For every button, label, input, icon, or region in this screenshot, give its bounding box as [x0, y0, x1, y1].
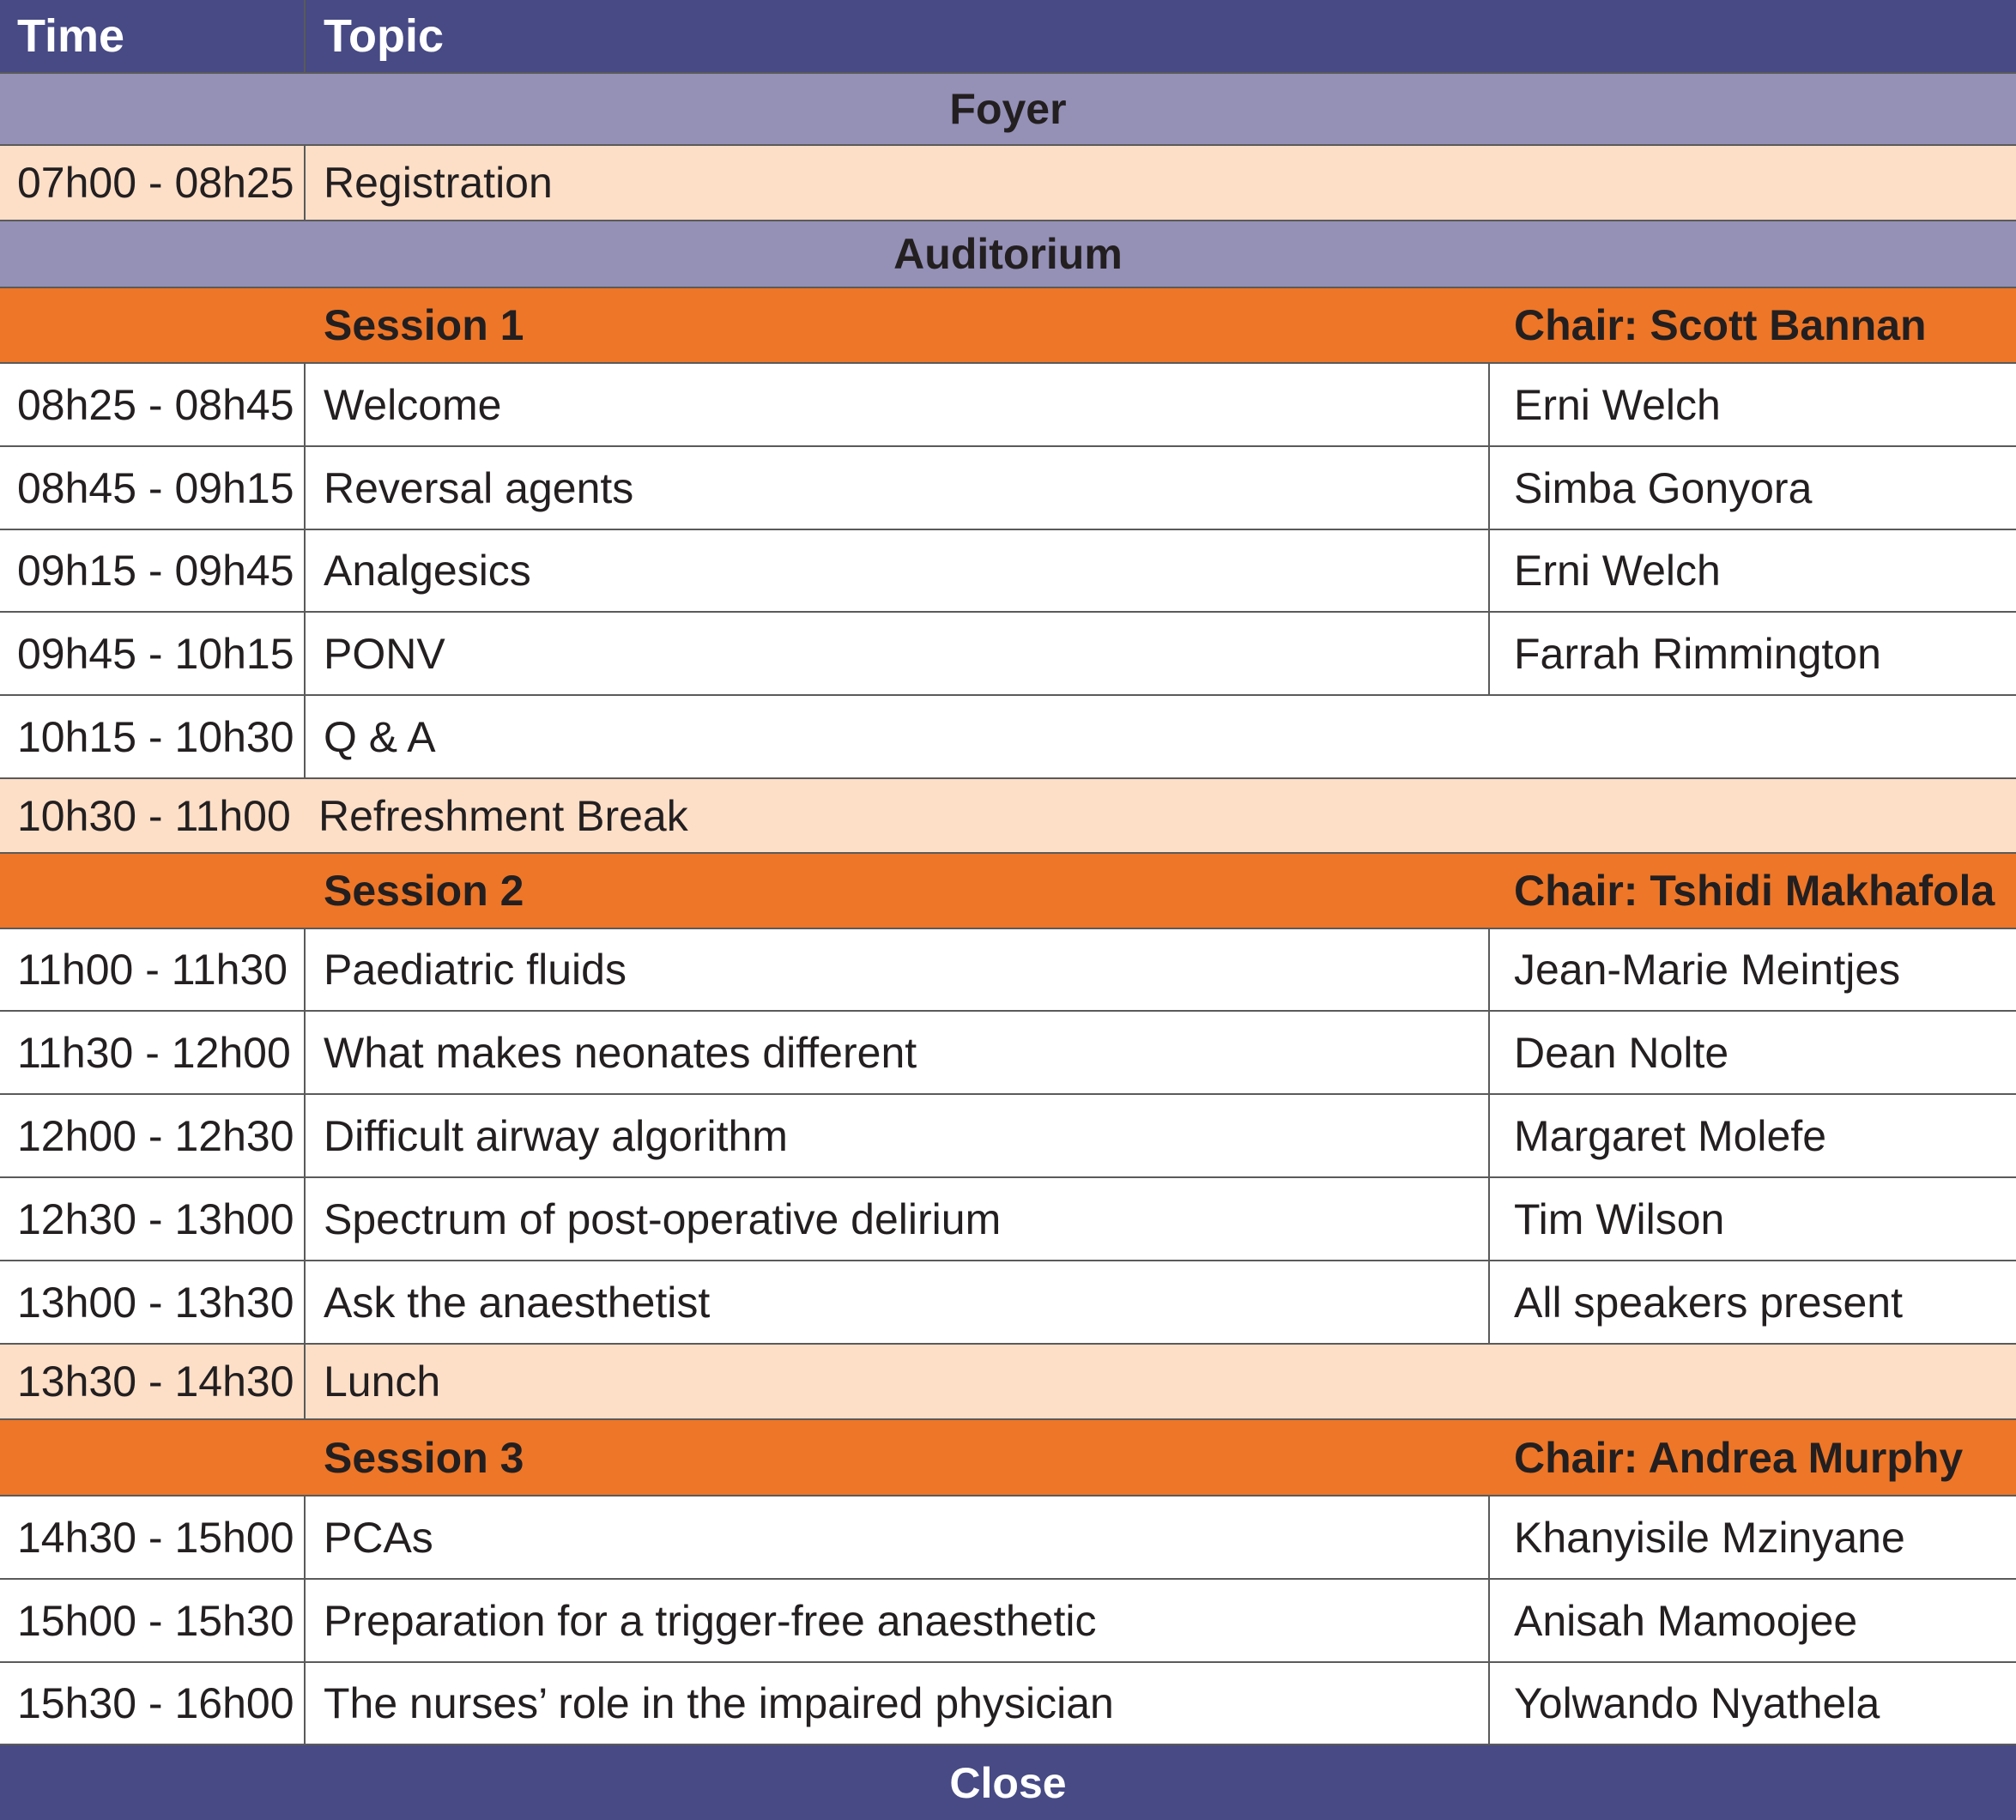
session-3-title: Session 3 — [324, 1433, 524, 1482]
table-header — [0, 0, 2016, 74]
talk-time: 15h30 - 16h00 — [17, 1679, 294, 1727]
talk-time: 14h30 - 15h00 — [17, 1513, 294, 1562]
table-row — [0, 364, 2016, 447]
talk-speaker: Simba Gonyora — [1514, 463, 1813, 512]
table-row — [0, 1095, 2016, 1178]
session-1-chair: Chair: Scott Bannan — [1514, 301, 1927, 349]
talk-topic: The nurses’ role in the impaired physician — [324, 1679, 1114, 1727]
talk-topic: PONV — [324, 629, 445, 678]
talk-topic: Paediatric fluids — [324, 946, 627, 994]
session-3-chair: Chair: Andrea Murphy — [1514, 1433, 1964, 1482]
table-row — [0, 1580, 2016, 1663]
session-3-header — [0, 1420, 2016, 1497]
venue-auditorium-label: Auditorium — [893, 230, 1123, 278]
close-row — [0, 1745, 2016, 1820]
table-row — [0, 613, 2016, 696]
table-row — [0, 447, 2016, 530]
session-1-header — [0, 288, 2016, 364]
talk-topic: Ask the anaesthetist — [324, 1278, 711, 1327]
talk-topic: Analgesics — [324, 547, 531, 595]
talk-speaker: Farrah Rimmington — [1514, 629, 1881, 678]
break-topic: Refreshment Break — [318, 791, 688, 840]
talk-time: 15h00 - 15h30 — [17, 1596, 294, 1645]
table-row — [0, 696, 2016, 779]
break-time: 10h30 - 11h00 — [17, 791, 291, 840]
topic-column-header: Topic — [324, 10, 444, 62]
talk-time: 10h15 - 10h30 — [17, 712, 294, 761]
talk-topic: PCAs — [324, 1513, 433, 1562]
talk-topic: Reversal agents — [324, 463, 634, 512]
break-topic: Lunch — [324, 1357, 441, 1406]
talk-speaker: Margaret Molefe — [1514, 1111, 1827, 1160]
talk-topic: Difficult airway algorithm — [324, 1111, 788, 1160]
table-row — [0, 1261, 2016, 1345]
session-2-chair: Chair: Tshidi Makhafola — [1514, 867, 1995, 915]
talk-speaker: Jean-Marie Meintjes — [1514, 946, 1901, 994]
talk-topic: Welcome — [324, 380, 502, 429]
registration-topic: Registration — [324, 159, 553, 207]
talk-time: 11h30 - 12h00 — [17, 1028, 291, 1077]
talk-speaker: Yolwando Nyathela — [1514, 1679, 1880, 1727]
talk-topic: Spectrum of post-operative delirium — [324, 1194, 1002, 1243]
registration-row — [0, 146, 2016, 221]
talk-speaker: Erni Welch — [1514, 547, 1721, 595]
talk-speaker: Dean Nolte — [1514, 1028, 1729, 1077]
talk-time: 09h45 - 10h15 — [17, 629, 294, 678]
refreshment-break-row — [0, 779, 2016, 854]
talk-time: 12h00 - 12h30 — [17, 1111, 294, 1160]
venue-auditorium-row — [0, 221, 2016, 288]
registration-time: 07h00 - 08h25 — [17, 159, 294, 207]
talk-topic: What makes neonates different — [324, 1028, 917, 1077]
session-1-title: Session 1 — [324, 301, 524, 349]
break-time: 13h30 - 14h30 — [17, 1357, 294, 1406]
talk-speaker: All speakers present — [1514, 1278, 1904, 1327]
close-label: Close — [949, 1758, 1067, 1807]
talk-topic: Preparation for a trigger-free anaesthetic — [324, 1596, 1097, 1645]
talk-speaker: Anisah Mamoojee — [1514, 1596, 1858, 1645]
table-row — [0, 1012, 2016, 1095]
talk-time: 08h25 - 08h45 — [17, 380, 294, 429]
talk-speaker: Erni Welch — [1514, 380, 1721, 429]
talk-time: 11h00 - 11h30 — [17, 946, 288, 994]
table-row — [0, 530, 2016, 613]
talk-speaker: Tim Wilson — [1514, 1194, 1725, 1243]
table-row — [0, 1663, 2016, 1745]
talk-speaker: Khanyisile Mzinyane — [1514, 1513, 1905, 1562]
table-row — [0, 929, 2016, 1012]
time-column-header: Time — [17, 10, 125, 62]
talk-time: 12h30 - 13h00 — [17, 1194, 294, 1243]
talk-time: 08h45 - 09h15 — [17, 463, 294, 512]
table-row — [0, 1497, 2016, 1580]
talk-time: 13h00 - 13h30 — [17, 1278, 294, 1327]
talk-time: 09h15 - 09h45 — [17, 547, 294, 595]
table-row — [0, 1178, 2016, 1261]
venue-foyer-row — [0, 74, 2016, 146]
session-2-title: Session 2 — [324, 867, 524, 915]
talk-topic: Q & A — [324, 712, 436, 761]
lunch-row — [0, 1345, 2016, 1420]
session-2-header — [0, 854, 2016, 929]
venue-foyer-label: Foyer — [949, 85, 1067, 133]
